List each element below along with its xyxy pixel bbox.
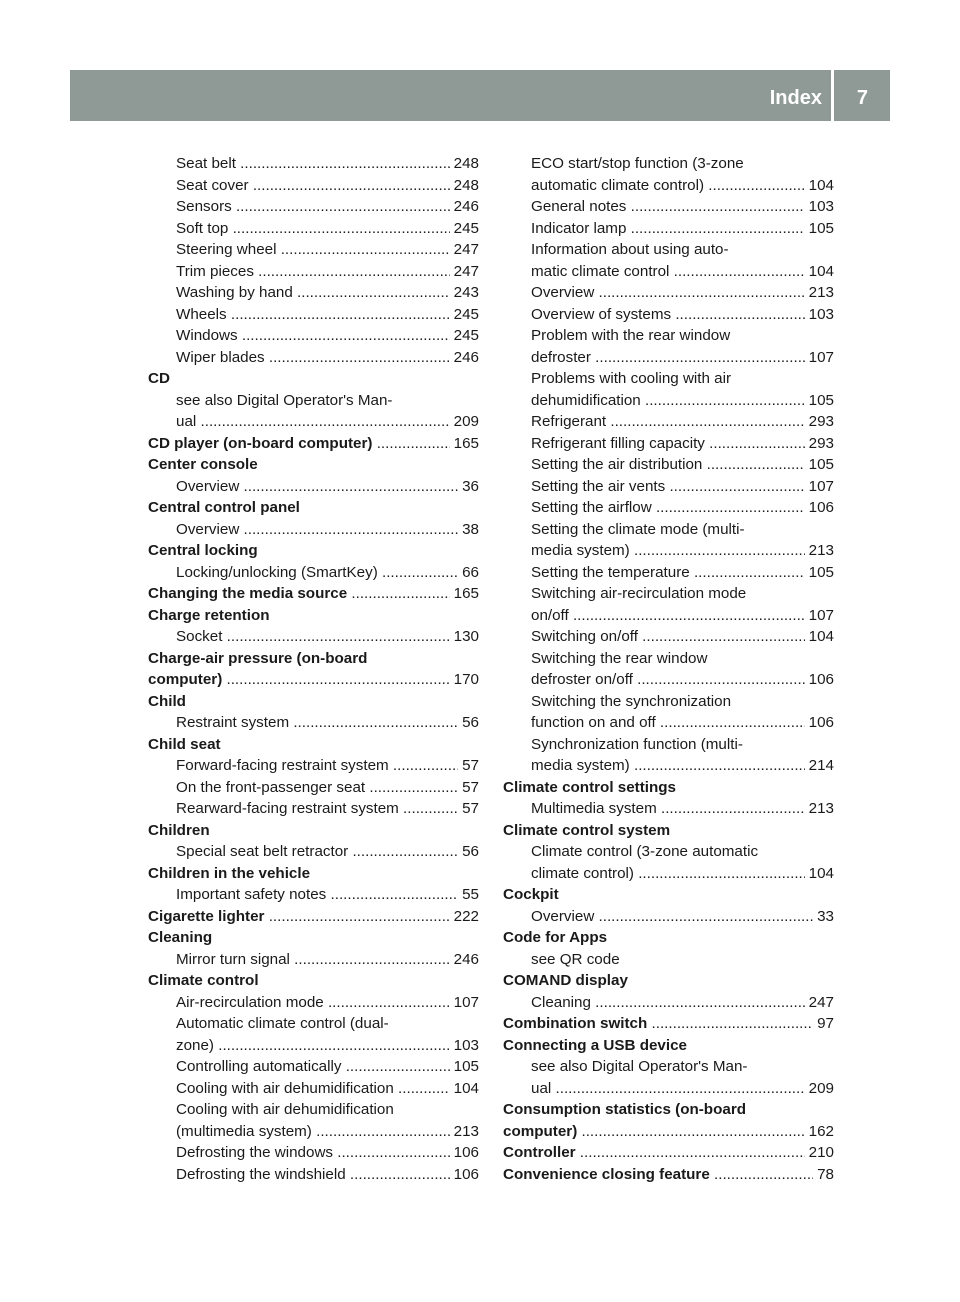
entry-text: CD (148, 370, 170, 387)
entry-text: Switching the rear window (531, 649, 708, 667)
page-reference[interactable]: 162 (805, 1121, 834, 1143)
entry-text: Restraint system ..... (176, 712, 479, 734)
page-reference[interactable]: 213 (805, 798, 834, 820)
page-reference[interactable]: 293 (805, 433, 834, 455)
index-entry[interactable] (503, 712, 834, 734)
page-reference[interactable]: 247 (450, 261, 479, 283)
entry-text: Cooling with air dehumidification (176, 1101, 394, 1118)
entry-text: Cleaning (148, 929, 213, 946)
entry-text: dehumidification ..... (531, 390, 834, 412)
index-heading[interactable] (148, 433, 479, 455)
entry-text: see also Digital Operator's Man- (176, 391, 393, 409)
entry-text: defroster on/off ..... (531, 669, 834, 691)
entry-text: Setting the temperature ..... (531, 562, 834, 584)
page-reference[interactable]: 105 (805, 390, 834, 412)
entry-text: Center console (148, 456, 258, 473)
entry-text: Changing the media source ..... (148, 583, 479, 605)
page-reference[interactable]: 245 (450, 218, 479, 240)
index-entry[interactable] (148, 196, 479, 218)
index-entry (148, 390, 479, 412)
page-reference[interactable]: 213 (805, 540, 834, 562)
index-entry[interactable] (503, 906, 834, 928)
index-heading (148, 540, 479, 562)
index-entry[interactable] (148, 1142, 479, 1164)
entry-text: Refrigerant filling capacity ..... (531, 433, 834, 455)
entry-text: Controlling automatically ..... (176, 1056, 479, 1078)
page-reference[interactable]: 55 (458, 884, 479, 906)
entry-text: Climate control settings (503, 778, 676, 796)
index-entry[interactable] (503, 454, 834, 476)
page-reference[interactable]: 104 (805, 261, 834, 283)
page-reference[interactable]: 103 (450, 1035, 479, 1057)
entry-text: Code for Apps (503, 929, 608, 946)
index-entry[interactable] (148, 562, 479, 584)
index-heading[interactable] (503, 1142, 834, 1164)
entry-text: Soft top ..... (176, 218, 479, 240)
entry-text: Overview ..... (531, 906, 834, 928)
entry-text: Indicator lamp ..... (531, 218, 834, 240)
page-reference[interactable]: 38 (458, 519, 479, 541)
page-reference[interactable]: 104 (805, 626, 834, 648)
index-heading[interactable] (503, 1164, 834, 1186)
page-reference[interactable]: 103 (805, 304, 834, 326)
page-reference[interactable]: 165 (450, 433, 479, 455)
entry-text: (multimedia system) ..... (176, 1121, 479, 1143)
page-reference[interactable]: 107 (450, 992, 479, 1014)
entry-text: Rearward-facing restraint system ..... (176, 798, 479, 820)
entry-text: Charge retention (148, 606, 270, 624)
page-reference[interactable]: 106 (450, 1142, 479, 1164)
page-reference[interactable]: 36 (458, 476, 479, 498)
index-entry[interactable] (503, 669, 834, 691)
entry-text: Setting the air distribution ..... (531, 454, 834, 476)
index-entry[interactable] (503, 755, 834, 777)
page-reference[interactable]: 105 (450, 1056, 479, 1078)
entry-text: computer) ..... (503, 1121, 834, 1143)
entry-text: Air-recirculation mode ..... (176, 992, 479, 1014)
entry-text: Climate control (3-zone automatic (531, 843, 759, 860)
entry-text: Convenience closing feature ..... (503, 1164, 834, 1186)
entry-text: Automatic climate control (dual- (176, 1015, 389, 1032)
entry-text: Charge-air pressure (on-board (148, 649, 368, 667)
entry-text: Climate control system (503, 821, 671, 839)
index-entry (503, 949, 834, 971)
page-reference[interactable]: 56 (458, 712, 479, 734)
entry-text: Information about using auto- (531, 241, 729, 258)
header-divider (831, 70, 834, 121)
page-reference[interactable]: 57 (458, 798, 479, 820)
index-heading[interactable] (148, 583, 479, 605)
index-heading (503, 820, 834, 842)
page-reference[interactable]: 57 (458, 755, 479, 777)
entry-text: Child seat (148, 735, 221, 753)
index-entry[interactable] (148, 304, 479, 326)
entry-text: Windows ..... (176, 325, 479, 347)
index-entry[interactable] (148, 519, 479, 541)
page-reference[interactable]: 104 (805, 863, 834, 885)
entry-text: Combination switch ..... (503, 1013, 834, 1035)
page-reference[interactable]: 107 (805, 347, 834, 369)
entry-text: Children in the vehicle (148, 864, 311, 882)
entry-text: Central control panel (148, 499, 300, 516)
entry-text: see QR code (531, 950, 620, 968)
index-entry[interactable] (148, 626, 479, 648)
entry-text: ual ..... (531, 1078, 834, 1100)
index-heading (148, 734, 479, 756)
entry-text: General notes ..... (531, 196, 834, 218)
entry-text: Locking/unlocking (SmartKey) ..... (176, 562, 479, 584)
index-entry[interactable] (148, 1035, 479, 1057)
index-entry[interactable] (148, 777, 479, 799)
entry-text: COMAND display (503, 972, 628, 989)
index-entry[interactable] (503, 282, 834, 304)
entry-text: on/off ..... (531, 605, 834, 627)
index-entry[interactable] (148, 1056, 479, 1078)
entry-text: Climate control (148, 972, 259, 989)
index-entry[interactable] (148, 992, 479, 1014)
entry-text: Sensors ..... (176, 196, 479, 218)
entry-text: ECO start/stop function (3-zone (531, 155, 744, 172)
index-entry[interactable] (503, 863, 834, 885)
index-entry[interactable] (503, 497, 834, 519)
entry-text: Connecting a USB device (503, 1036, 687, 1054)
index-entry[interactable] (148, 841, 479, 863)
index-heading (148, 691, 479, 713)
entry-text: Children (148, 821, 210, 839)
index-heading (503, 884, 834, 906)
page-reference[interactable]: 246 (450, 196, 479, 218)
page-reference[interactable]: 222 (450, 906, 479, 928)
entry-text: Mirror turn signal ..... (176, 949, 479, 971)
page-reference[interactable]: 247 (450, 239, 479, 261)
entry-text: media system) ..... (531, 755, 834, 777)
entry-text: Setting the air vents ..... (531, 476, 834, 498)
page-reference[interactable]: 247 (805, 992, 834, 1014)
index-entry[interactable] (148, 1078, 479, 1100)
page-reference[interactable]: 214 (805, 755, 834, 777)
index-column-left (148, 153, 479, 1185)
index-entry[interactable] (148, 884, 479, 906)
index-heading (503, 927, 834, 949)
index-heading (503, 777, 834, 799)
entry-text: Overview of systems ..... (531, 304, 834, 326)
index-entry (148, 1013, 479, 1035)
index-heading (148, 605, 479, 627)
index-heading (148, 368, 479, 390)
index-heading[interactable] (503, 1121, 834, 1143)
index-entry[interactable] (148, 712, 479, 734)
entry-text: Overview ..... (531, 282, 834, 304)
entry-text: Cooling with air dehumidification ..... (176, 1078, 479, 1100)
entry-text: Refrigerant ..... (531, 411, 834, 433)
entry-text: Overview ..... (176, 519, 479, 541)
index-entry (503, 583, 834, 605)
entry-text: Cigarette lighter ..... (148, 906, 479, 928)
entry-text: automatic climate control) ..... (531, 175, 834, 197)
index-entry[interactable] (503, 476, 834, 498)
page-reference[interactable]: 246 (450, 949, 479, 971)
page-reference[interactable]: 103 (805, 196, 834, 218)
index-entry[interactable] (503, 218, 834, 240)
index-entry (503, 239, 834, 261)
page-reference[interactable]: 105 (805, 562, 834, 584)
index-entry (503, 519, 834, 541)
page-reference[interactable]: 248 (450, 153, 479, 175)
entry-text: zone) ..... (176, 1035, 479, 1057)
page-reference[interactable]: 246 (450, 347, 479, 369)
index-heading[interactable] (148, 906, 479, 928)
entry-text: Washing by hand ..... (176, 282, 479, 304)
entry-text: Socket ..... (176, 626, 479, 648)
entry-text: Wiper blades ..... (176, 347, 479, 369)
entry-text: Problems with cooling with air (531, 370, 732, 387)
entry-text: defroster ..... (531, 347, 834, 369)
page-reference[interactable]: 106 (450, 1164, 479, 1186)
page-reference[interactable]: 97 (813, 1013, 834, 1035)
entry-text: Consumption statistics (on-board (503, 1101, 746, 1118)
index-heading (148, 820, 479, 842)
page-reference[interactable]: 165 (450, 583, 479, 605)
index-entry (148, 1099, 479, 1121)
index-heading (503, 1099, 834, 1121)
index-heading (148, 497, 479, 519)
entry-text: Forward-facing restraint system ..... (176, 755, 479, 777)
entry-text: On the front-passenger seat ..... (176, 777, 479, 799)
index-entry[interactable] (503, 390, 834, 412)
index-entry[interactable] (503, 411, 834, 433)
index-entry (503, 325, 834, 347)
entry-text: Seat belt ..... (176, 153, 479, 175)
index-entry (503, 841, 834, 863)
page-reference[interactable]: 210 (805, 1142, 834, 1164)
index-entry[interactable] (503, 261, 834, 283)
index-heading (148, 970, 479, 992)
entry-text: matic climate control ..... (531, 261, 834, 283)
index-heading[interactable] (503, 1013, 834, 1035)
entry-text: computer) ..... (148, 669, 479, 691)
index-entry[interactable] (503, 175, 834, 197)
entry-text: Problem with the rear window (531, 327, 731, 344)
index-entry[interactable] (148, 261, 479, 283)
index-entry[interactable] (503, 605, 834, 627)
index-entry[interactable] (148, 325, 479, 347)
index-heading (148, 863, 479, 885)
page-reference[interactable]: 248 (450, 175, 479, 197)
page-header (70, 70, 890, 121)
entry-text: CD player (on-board computer) ..... (148, 433, 479, 455)
index-entry[interactable] (503, 304, 834, 326)
index-entry[interactable] (148, 239, 479, 261)
entry-text: Multimedia system ..... (531, 798, 834, 820)
index-heading (148, 927, 479, 949)
index-entry[interactable] (148, 755, 479, 777)
index-entry[interactable] (148, 411, 479, 433)
page-reference[interactable]: 170 (450, 669, 479, 691)
index-entry (503, 153, 834, 175)
index-heading (503, 970, 834, 992)
index-entry[interactable] (503, 562, 834, 584)
page-reference[interactable]: 105 (805, 218, 834, 240)
page-reference[interactable]: 243 (450, 282, 479, 304)
index-entry[interactable] (503, 540, 834, 562)
section-title: Index (769, 87, 822, 109)
page-reference[interactable]: 106 (805, 497, 834, 519)
index-entry[interactable] (503, 798, 834, 820)
index-entry[interactable] (148, 476, 479, 498)
entry-text: Controller ..... (503, 1142, 834, 1164)
index-entry (503, 1056, 834, 1078)
index-entry[interactable] (148, 175, 479, 197)
index-heading (148, 454, 479, 476)
page-reference[interactable]: 105 (805, 454, 834, 476)
page-reference[interactable]: 56 (458, 841, 479, 863)
page-reference[interactable]: 106 (805, 712, 834, 734)
entry-text: Central locking (148, 542, 258, 559)
entry-text: Steering wheel ..... (176, 239, 479, 261)
entry-text: Switching the synchronization (531, 692, 732, 710)
index-entry[interactable] (148, 153, 479, 175)
entry-text: Defrosting the windows ..... (176, 1142, 479, 1164)
index-entry[interactable] (148, 798, 479, 820)
index-heading (503, 1035, 834, 1057)
entry-text: ual ..... (176, 411, 479, 433)
page-reference[interactable]: 245 (450, 304, 479, 326)
entry-text: Setting the airflow ..... (531, 497, 834, 519)
entry-text: Switching on/off ..... (531, 626, 834, 648)
entry-text: Cockpit (503, 886, 559, 903)
page-reference[interactable]: 130 (450, 626, 479, 648)
entry-text: Special seat belt retractor ..... (176, 841, 479, 863)
page-number: 7 (856, 87, 868, 109)
entry-text: Wheels ..... (176, 304, 479, 326)
entry-text: Trim pieces ..... (176, 261, 479, 283)
index-entry (503, 691, 834, 713)
page-reference[interactable]: 104 (450, 1078, 479, 1100)
page-reference[interactable]: 107 (805, 476, 834, 498)
index-entry[interactable] (503, 992, 834, 1014)
page-reference[interactable]: 33 (813, 906, 834, 928)
page-reference[interactable]: 78 (813, 1164, 834, 1186)
entry-text: Cleaning ..... (531, 992, 834, 1014)
index-heading[interactable] (148, 669, 479, 691)
index-entry[interactable] (148, 1164, 479, 1186)
entry-text: Seat cover ..... (176, 175, 479, 197)
entry-text: Child (148, 692, 186, 710)
page-reference[interactable]: 245 (450, 325, 479, 347)
index-entry[interactable] (148, 1121, 479, 1143)
index-entry[interactable] (503, 1078, 834, 1100)
index-entry[interactable] (148, 347, 479, 369)
entry-text: Synchronization function (multi- (531, 735, 743, 753)
entry-text: Overview ..... (176, 476, 479, 498)
index-entry[interactable] (503, 626, 834, 648)
index-entry[interactable] (503, 347, 834, 369)
entry-text: Defrosting the windshield ..... (176, 1164, 479, 1186)
page-reference[interactable]: 213 (805, 282, 834, 304)
page-reference[interactable]: 209 (450, 411, 479, 433)
page-reference[interactable]: 57 (458, 777, 479, 799)
index-entry[interactable] (148, 218, 479, 240)
index-column-right (503, 153, 834, 1185)
index-heading (148, 648, 479, 670)
page-reference[interactable]: 106 (805, 669, 834, 691)
index-entry[interactable] (148, 282, 479, 304)
index-entry (503, 734, 834, 756)
entry-text: see also Digital Operator's Man- (531, 1058, 748, 1075)
index-entry[interactable] (148, 949, 479, 971)
page-reference[interactable]: 66 (458, 562, 479, 584)
entry-text: Switching air-recirculation mode (531, 585, 747, 602)
index-entry[interactable] (503, 433, 834, 455)
index-entry[interactable] (503, 196, 834, 218)
entry-text: Setting the climate mode (multi- (531, 520, 745, 538)
index-entry (503, 368, 834, 390)
index-entry (503, 648, 834, 670)
page-reference[interactable]: 209 (805, 1078, 834, 1100)
entry-text: media system) ..... (531, 540, 834, 562)
entry-text: climate control) ..... (531, 863, 834, 885)
entry-text: function on and off ..... (531, 712, 834, 734)
page-reference[interactable]: 104 (805, 175, 834, 197)
page-reference[interactable]: 107 (805, 605, 834, 627)
page-reference[interactable]: 293 (805, 411, 834, 433)
page-reference[interactable]: 213 (450, 1121, 479, 1143)
entry-text: Important safety notes ..... (176, 884, 479, 906)
